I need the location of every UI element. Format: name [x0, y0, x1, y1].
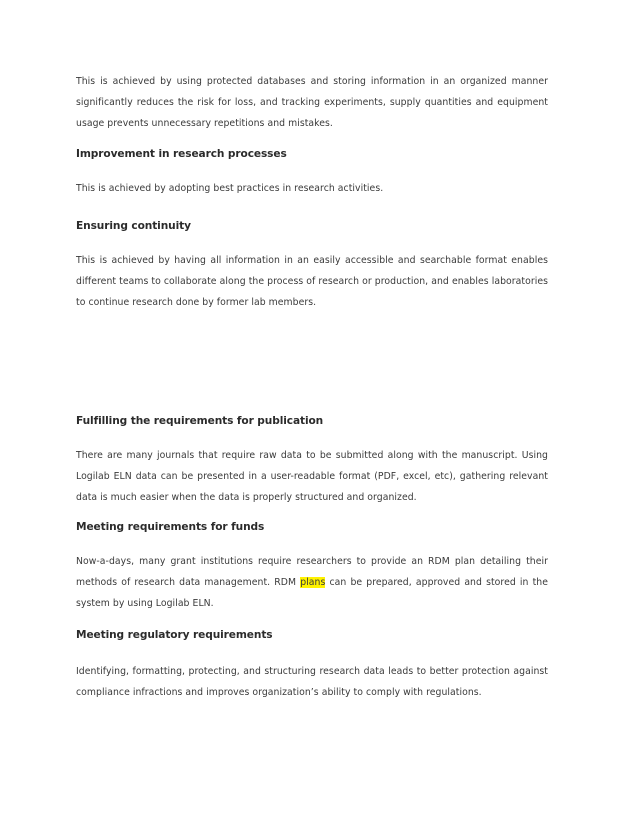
heading-improvement-research: Improvement in research processes	[76, 148, 287, 160]
paragraph-data-protection: This is achieved by using protected databases and storing information in an organized manner significantly reduces the risk for loss, and tracking experiments, supply quantities and equipment usage prevents unnecessary repetitions and mistakes.	[76, 76, 548, 129]
paragraph-continuity: This is achieved by having all information in an easily accessible and searchable format enables different teams to collaborate along the process of research or production, and enables laboratories to continue research done by former lab members.	[76, 255, 548, 308]
heading-publication-requirements: Fulfilling the requirements for publication	[76, 415, 324, 427]
heading-funding-requirements: Meeting requirements for funds	[76, 521, 265, 533]
paragraph-best-practices: This is achieved by adopting best practices in research activities.	[76, 183, 384, 194]
heading-ensuring-continuity: Ensuring continuity	[76, 220, 191, 232]
paragraph-funding-text-end: can be prepared, approved and stored in the system by using Logilab ELN.	[76, 577, 548, 609]
paragraph-funding-text-start: Now-a-days, many grant institutions require researchers to provide an RDM plan detailing their methods of research data management. RDM	[76, 556, 548, 588]
highlighted-word-plans: plans	[300, 577, 326, 588]
paragraph-funding	[76, 551, 548, 614]
paragraph-publication: There are many journals that require raw data to be submitted along with the manuscript. Using Logilab ELN data can be presented in a user-readable format (PDF, excel, etc), gathering relevant data is much easier when the data is properly structured and organized.	[76, 450, 548, 503]
paragraph-regulatory: Identifying, formatting, protecting, and structuring research data leads to better protection against compliance infractions and improves organization’s ability to comply with regulations.	[76, 666, 548, 698]
heading-regulatory-requirements: Meeting regulatory requirements	[76, 629, 273, 641]
